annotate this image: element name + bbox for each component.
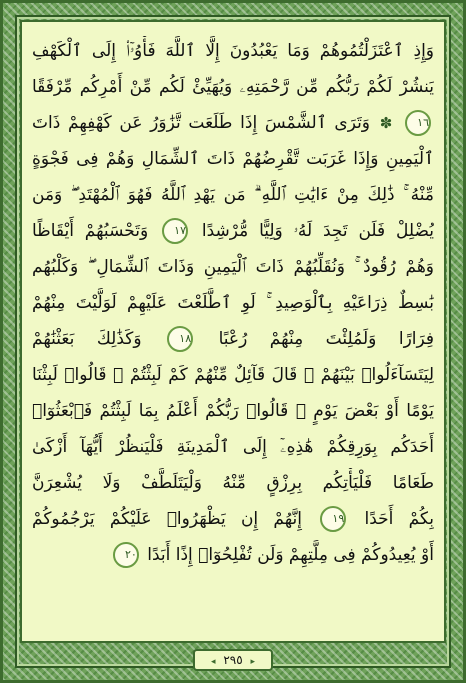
line-text: طَعَامًا فَلْيَأْتِكُم بِرِزْقٍ مِّنْهُ وَلْيَتَلَطَّفْ وَلَا يُشْعِرَنَّ	[32, 473, 434, 493]
text-line-13	[32, 468, 434, 498]
line-text: وَتَحْسَبُهُمْ أَيْقَاظًا	[32, 221, 149, 241]
text-line-8	[32, 288, 434, 318]
line-text: مِّنْهُ ۚ ذَٰلِكَ مِنْ ءَايَٰتِ ٱللَّهِ ۗ مَن يَهْدِ ٱللَّهُ فَهُوَ ٱلْمُهْتَدِ ۖ وَمَن	[32, 185, 434, 205]
hizb-ornament-icon: ✽	[379, 114, 393, 132]
line-text: وَتَرَى ٱلشَّمْسَ إِذَا طَلَعَت تَّزَٰوَرُ عَن كَهْفِهِمْ ذَاتَ	[32, 113, 371, 133]
text-line-9	[32, 324, 434, 354]
line-text: لِيَتَسَآءَلُوا۟ بَيْنَهُمْ ۚ قَالَ قَآئِلٌ مِّنْهُمْ كَمْ لَبِثْتُمْ ۖ قَالُوا۟ لَبِثْنَا	[32, 365, 434, 385]
text-line-1	[32, 36, 434, 66]
line-text: ٱلْيَمِينِ وَإِذَا غَرَبَت تَّقْرِضُهُمْ ذَاتَ ٱلشِّمَالِ وَهُمْ فِى فَجْوَةٍ	[32, 149, 434, 169]
text-line-11	[32, 396, 434, 426]
text-line-2	[32, 72, 434, 102]
text-line-5	[32, 180, 434, 210]
line-text: يَنشُرْ لَكُمْ رَبُّكُم مِّن رَّحْمَتِهِۦ وَيُهَيِّئْ لَكُم مِّنْ أَمْرِكُم مِّرْفَقًا	[32, 77, 434, 97]
line-text: وَإِذِ ٱعْتَزَلْتُمُوهُمْ وَمَا يَعْبُدُونَ إِلَّا ٱللَّهَ فَأْوُۥٓا۟ إِلَى ٱلْكَهْفِ	[32, 41, 434, 61]
line-text: إِنَّهُمْ إِن يَظْهَرُوا۟ عَلَيْكُمْ يَرْجُمُوكُمْ	[32, 509, 302, 529]
line-text: فِرَارًا وَلَمُلِئْتَ مِنْهُمْ رُعْبًا	[218, 329, 434, 349]
right-ornament-icon: ▸	[250, 657, 256, 667]
ayah-number-marker: ١٨	[167, 326, 193, 352]
line-text: بِكُمْ أَحَدًا	[364, 509, 434, 529]
line-text: وَهُمْ رُقُودٌ ۚ وَنُقَلِّبُهُمْ ذَاتَ ٱلْيَمِينِ وَذَاتَ ٱلشِّمَالِ ۖ وَكَلْبُهُم	[32, 257, 434, 277]
line-text: يُضْلِلْ فَلَن تَجِدَ لَهُۥ وَلِيًّا مُّرْشِدًا	[201, 221, 434, 241]
line-text: وَكَذَٰلِكَ بَعَثْنَٰهُمْ	[32, 329, 142, 349]
text-line-7	[32, 252, 434, 282]
ayah-number-marker: ١٩	[320, 506, 346, 532]
text-line-12	[32, 432, 434, 462]
line-text: يَوْمًا أَوْ بَعْضَ يَوْمٍ ۚ قَالُوا۟ رَبُّكُمْ أَعْلَمُ بِمَا لَبِثْتُمْ فَٱبْعَثُوٓا۟	[32, 401, 434, 421]
page-number-box	[193, 649, 273, 671]
line-text: أَوْ يُعِيدُوكُمْ فِى مِلَّتِهِمْ وَلَن تُفْلِحُوٓا۟ إِذًا أَبَدًا	[147, 545, 434, 565]
page-number: ٢٩٥	[223, 653, 243, 667]
ayah-number-marker: ١٧	[162, 218, 188, 244]
text-line-3	[32, 108, 434, 138]
text-line-10	[32, 360, 434, 390]
text-line-15	[32, 540, 434, 570]
line-text: أَحَدَكُم بِوَرِقِكُمْ هَٰذِهِۦٓ إِلَى ٱلْمَدِينَةِ فَلْيَنظُرْ أَيُّهَآ أَزْكَىٰ	[32, 437, 434, 457]
text-line-6	[32, 216, 434, 246]
ayah-number-marker: ١٦	[405, 110, 431, 136]
text-line-14	[32, 504, 434, 534]
mushaf-page	[20, 20, 446, 643]
line-text: بَٰسِطٌ ذِرَاعَيْهِ بِٱلْوَصِيدِ ۚ لَوِ ٱطَّلَعْتَ عَلَيْهِمْ لَوَلَّيْتَ مِنْهُمْ	[32, 293, 434, 313]
text-line-4	[32, 144, 434, 174]
ayah-number-marker: ٢٠	[113, 542, 139, 568]
left-ornament-icon: ◂	[210, 657, 216, 667]
